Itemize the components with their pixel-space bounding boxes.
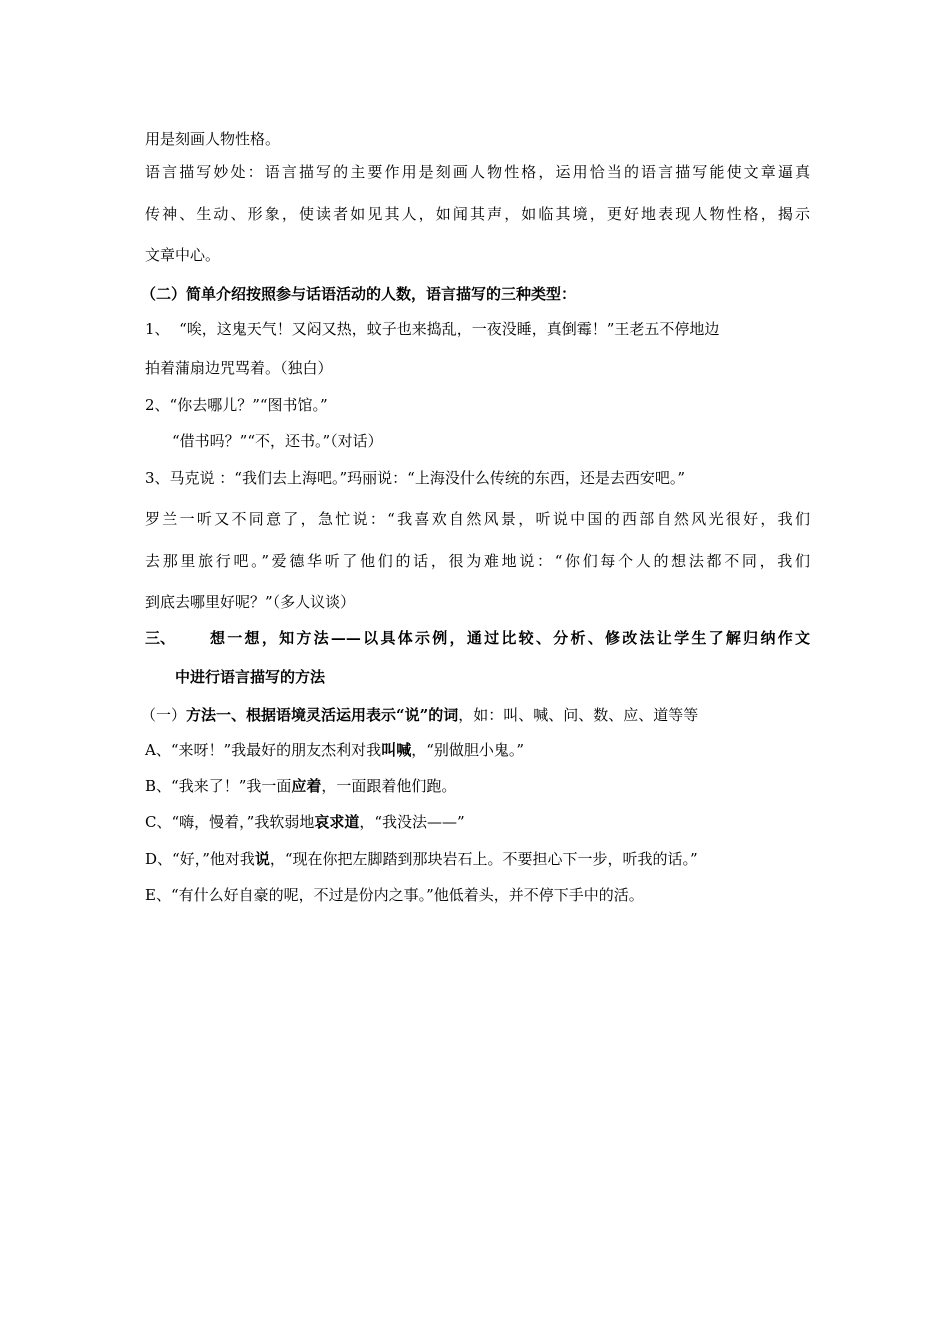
paragraph-line: 文章中心。 <box>145 246 221 264</box>
list-item: A、“来呀！”我最好的朋友杰利对我叫喊，“别做胆小鬼。” <box>145 741 525 759</box>
section-number: 三、 <box>145 629 176 647</box>
example-line: 罗兰一听又不同意了，急忙说：“我喜欢自然风景，听说中国的西部自然风光很好，我们 <box>145 510 810 528</box>
example-line: 拍着蒲扇边咒骂着。（独白） <box>145 359 333 377</box>
emphasis: 叫喊 <box>381 741 412 759</box>
paragraph-line: 传神、生动、形象，使读者如见其人，如闻其声，如临其境，更好地表现人物性格，揭示 <box>145 205 810 223</box>
emphasis: 应着 <box>291 777 322 795</box>
list-item: D、“好，”他对我说，“现在你把左脚踏到那块岩石上。不要担心下一步，听我的话。” <box>145 850 698 868</box>
emphasis: 哀求道 <box>314 813 360 831</box>
example-line: 1、 “唉，这鬼天气！又闷又热，蚊子也来捣乱，一夜没睡，真倒霉！”王老五不停地边 <box>145 320 720 338</box>
section-heading: （二）简单介绍按照参与话语活动的人数，语言描写的三种类型： <box>141 285 577 303</box>
method-title: 方法一、根据语境灵活运用表示“说”的词 <box>186 706 459 724</box>
list-item: C、“嗨，慢着，”我软弱地哀求道，“我没法——” <box>145 813 465 831</box>
list-item: E、“有什么好自豪的呢，不过是份内之事。”他低着头，并不停下手中的活。 <box>145 886 644 904</box>
method-prefix: （一） <box>141 706 187 724</box>
section-heading: 想一想，知方法——以具体示例，通过比较、分析、修改法让学生了解归纳作文 <box>210 629 810 647</box>
example-line: “借书吗？”“不，还书。”（对话） <box>172 432 383 450</box>
section-heading: 中进行语言描写的方法 <box>175 668 326 686</box>
emphasis: 说 <box>254 850 270 868</box>
paragraph-continuation: 用是刻画人物性格。 <box>145 130 281 148</box>
example-line: 到底去哪里好呢？”（多人议谈） <box>145 593 356 611</box>
method-examples: ，如：叫、喊、问、数、应、道等等 <box>458 706 699 724</box>
method-heading <box>141 704 806 726</box>
list-item: B、“我来了！”我一面应着，一面跟着他们跑。 <box>145 777 457 795</box>
example-line: 2、“你去哪儿？”“图书馆。” <box>145 396 328 414</box>
paragraph-line: 语言描写妙处：语言描写的主要作用是刻画人物性格，运用恰当的语言描写能使文章逼真 <box>145 163 810 181</box>
example-line: 3、马克说 ：“我们去上海吧。”玛丽说：“上海没什么传统的东西，还是去西安吧。” <box>145 469 685 487</box>
example-line: 去那里旅行吧。”爱德华听了他们的话，很为难地说：“你们每个人的想法都不同，我们 <box>145 552 810 570</box>
